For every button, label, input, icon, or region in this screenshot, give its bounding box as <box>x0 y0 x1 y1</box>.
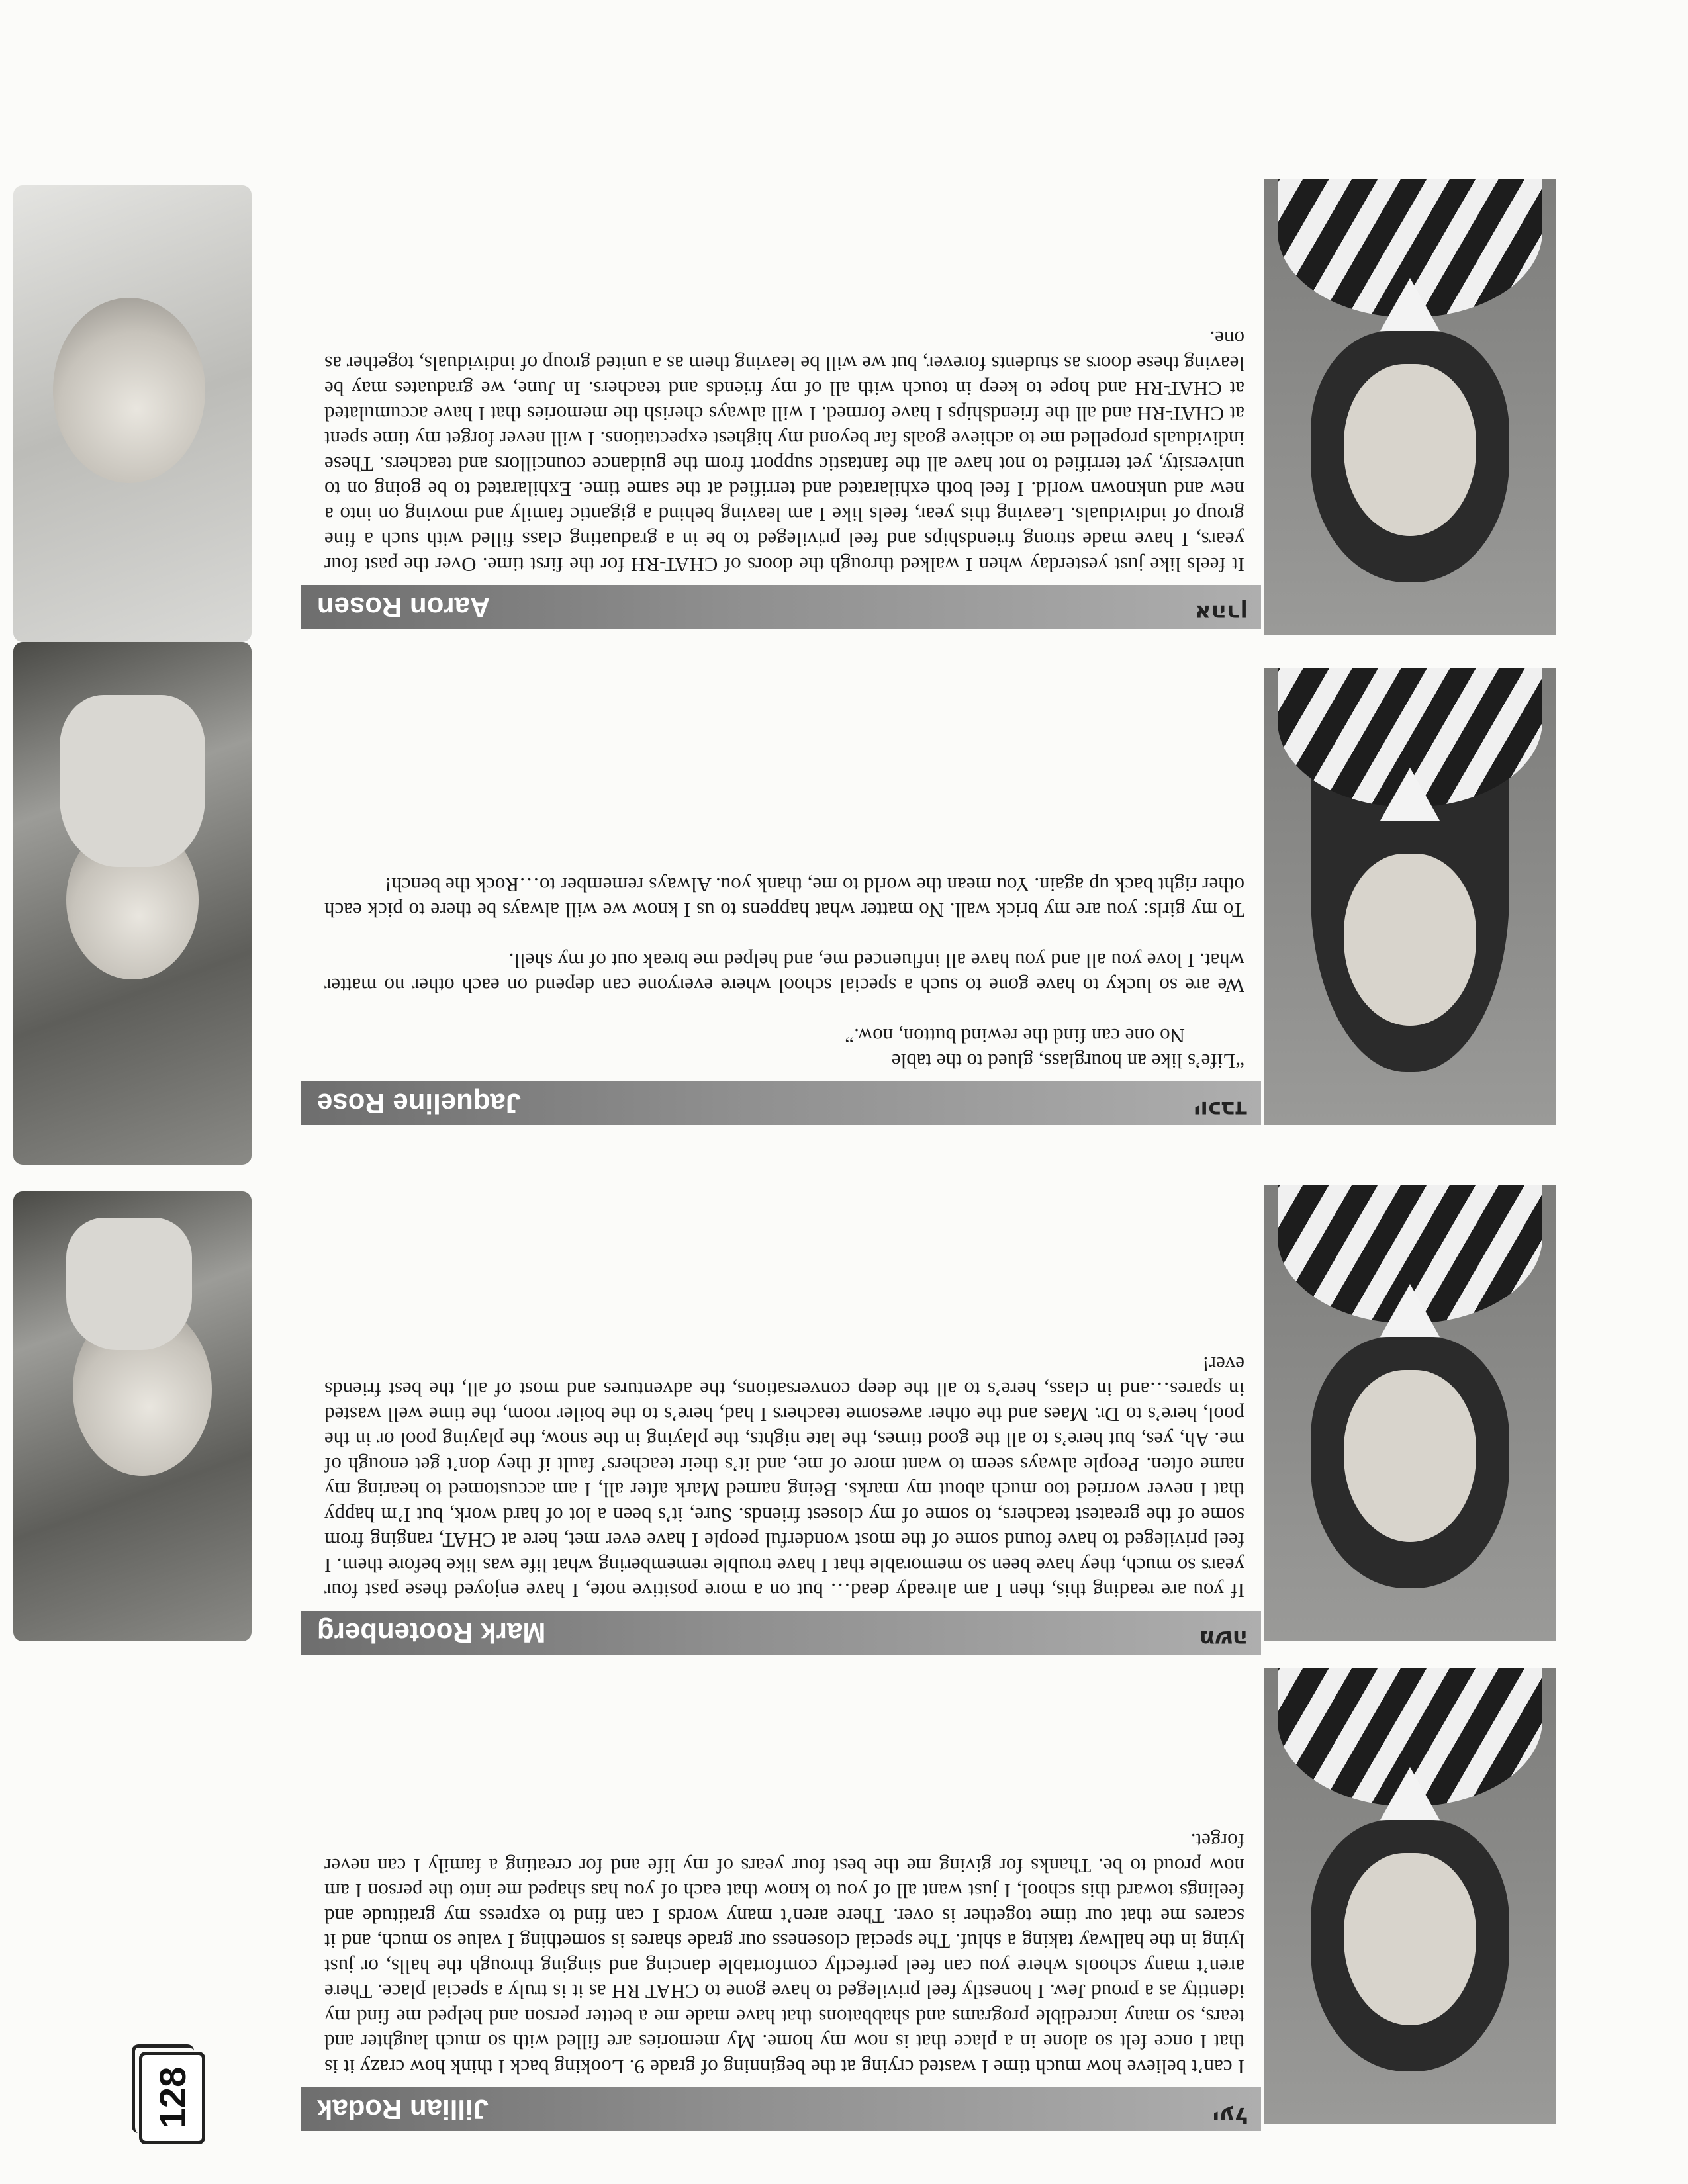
entry-text: If you are reading this, then I am already dead… but on a more positive note, I have enjoyed these past four years so much, they have been so memorable that I have trouble remembering what life was like before them. I feel privileged to have found some of the most wonderful people I have ever met, here at CHAT, ranging from some of the greatest teachers, to some of my closest friends. Sure, it’s been a lot of hard work, but I’m happy that I never worried too much about my marks. Being named Mark after all, I am accustomed to hearing my name often. People always seem to want more of me, and it’s their teachers’ fault if they don’t get enough of me. Ah, yes, but here’s to all the good times, the late nights, the playing in the snow, the playing pool or in the pool, here’s to Dr. Maes and the other awesome teachers I had, here’s to the boiler room, the time well wasted in spares…and in class, here’s to all the deep conversations, the adventures and most of all, the best friends ever! <box>324 1353 1244 1602</box>
entry-text: It feels like just yesterday when I walked through the doors of CHAT-RH for the first time. Over the past four years, I have made strong friendships and feel privileged to be in a graduating class filled with such a fine group of individuals. Leaving this year, feels like I am leaving behind a gigantic family and moving on into a new and unknown world. I feel both exhilarated and terrified at the same time. Exhilarated to be going on to university, yet terrified to not have all the fantastic support from the guidance councillors and teachers. These individuals propelled me to achieve goals far beyond my highest expectations. I will never forget my time spent at CHAT-RH and all the friendships I have formed. I will always cherish the memories that I have accumulated at CHAT-RH and hope to keep in touch with all of my friends and teachers. In June, we graduates may be leaving these doors as students forever, but we will be leaving them as a united group of individuals, together as one. <box>324 327 1244 576</box>
portrait-jaqueline <box>1264 668 1556 1125</box>
quote-line-2: No one can find the rewind button, now.” <box>845 1024 1185 1048</box>
hebrew-name: משה <box>1199 1625 1248 1652</box>
baby-photo-jillian <box>13 1191 252 1641</box>
entry-name: Mark Rootenberg <box>317 1617 546 1649</box>
hebrew-name: יעל <box>1212 2102 1248 2128</box>
entry-name: Aaron Rosen <box>317 592 491 623</box>
portrait-jillian <box>1264 1668 1556 2124</box>
entry-text: To my girls: you are my brick wall. No matter what happens to us I know we will always be there to pick each other right back up again. You mean the world to me, thank you. Always remember to…Rock the bench! <box>324 874 1244 922</box>
portrait-aaron <box>1264 179 1556 635</box>
hebrew-name: יוכבד <box>1194 1096 1248 1122</box>
baby-photo-jaqueline-frame <box>13 185 252 642</box>
entry-name: Jillian Rodak <box>317 2094 489 2125</box>
name-banner-jaqueline <box>301 1081 1261 1125</box>
entry-name: Jaqueline Rose <box>317 1088 522 1119</box>
baby-photo-mark <box>13 642 252 1165</box>
quote-line-1: “Life’s like an hourglass, glued to the table <box>891 1050 1244 1073</box>
page-number-text: 128 <box>151 2067 193 2129</box>
entry-text: We are so lucky to have gone to such a special school where everyone can depend on each other no matter what. I love you all and you have all influenced me, and helped me break out of my shell. <box>324 949 1244 997</box>
name-banner-mark <box>301 1611 1261 1655</box>
page-number <box>139 2052 205 2144</box>
portrait-mark <box>1264 1185 1556 1641</box>
name-banner-aaron <box>301 585 1261 629</box>
hebrew-name: אהרן <box>1194 600 1248 626</box>
entry-text: I can’t believe how much time I wasted crying at the beginning of grade 9. Looking back I think how crazy it is that I once felt so alone in a place that is now my home. My memories are filled with so much laughter and tears, so many incredible programs and shabbatons that have made me a better person and helped me find my identity as a proud Jew. I honestly feel privileged to have gone to CHAT RH as it is truly a special place. There aren’t many schools where you can feel perfectly comfortable dancing and singing through the halls, or just lying in the hallway taking a shluf. The special closeness our grade shares is something I value so much, and it scares me that our time together is over. There aren’t many words I can find to express my gratitude and feelings toward this school, I just want all of you to know that each of you has shaped me into the person I am now proud to be. Thanks for giving me the best four years of my life and for creating a family I can never forget. <box>324 1829 1244 2079</box>
name-banner-jillian <box>301 2087 1261 2131</box>
